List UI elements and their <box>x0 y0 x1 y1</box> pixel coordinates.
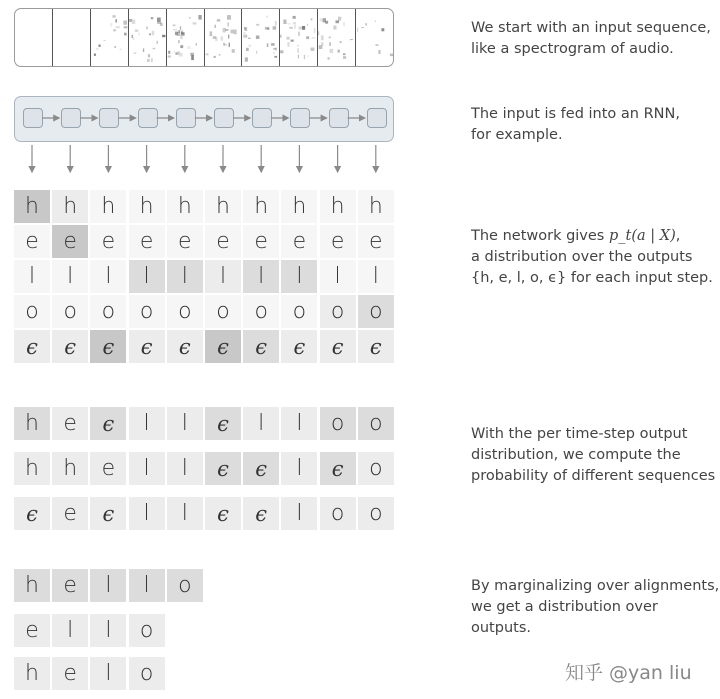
watermark: 知乎 @yan liu <box>565 662 692 684</box>
output-cell: l <box>129 569 165 602</box>
caption-line: By marginalizing over alignments, <box>471 578 720 594</box>
distribution-cell: ϵ <box>90 330 126 363</box>
caption-text: The network gives <box>471 228 609 244</box>
output-cell: l <box>90 614 126 647</box>
distribution-cell: l <box>129 260 165 293</box>
alignment-cell: ϵ <box>205 452 241 485</box>
distribution-cell: e <box>281 225 317 258</box>
caption-line: distribution, we compute the <box>471 447 681 463</box>
distribution-cell: o <box>320 295 356 328</box>
distribution-cell: ϵ <box>14 330 50 363</box>
alignment-cell: e <box>52 497 88 530</box>
caption-distribution <box>471 226 713 289</box>
caption-line: With the per time-step output <box>471 426 688 442</box>
alignment-cell: l <box>281 497 317 530</box>
distribution-cell: e <box>90 225 126 258</box>
output-cell: l <box>90 657 126 690</box>
caption-line: The input is fed into an RNN, <box>471 106 680 122</box>
distribution-cell: h <box>167 190 203 223</box>
caption-line: probability of different sequences <box>471 468 716 484</box>
distribution-cell: o <box>14 295 50 328</box>
alignment-cell: o <box>358 407 394 440</box>
distribution-cell: h <box>90 190 126 223</box>
distribution-cell: o <box>129 295 165 328</box>
distribution-cell: e <box>205 225 241 258</box>
alignment-cell: ϵ <box>243 452 279 485</box>
caption-line: We start with an input sequence, <box>471 20 711 36</box>
caption-line: a distribution over the outputs <box>471 249 693 265</box>
alignment-cell: l <box>281 407 317 440</box>
output-cell: o <box>129 614 165 647</box>
output-cell: h <box>14 657 50 690</box>
distribution-cell: l <box>167 260 203 293</box>
caption-marginalize <box>471 576 720 639</box>
alignment-cell: l <box>167 407 203 440</box>
distribution-cell: h <box>14 190 50 223</box>
alignment-cell: l <box>167 452 203 485</box>
distribution-cell: l <box>90 260 126 293</box>
alignment-cell: l <box>129 407 165 440</box>
alignment-cell: o <box>358 452 394 485</box>
distribution-cell: l <box>243 260 279 293</box>
output-cell: l <box>90 569 126 602</box>
distribution-cell: h <box>52 190 88 223</box>
distribution-cell: l <box>358 260 394 293</box>
distribution-cell: h <box>281 190 317 223</box>
distribution-cell: ϵ <box>52 330 88 363</box>
distribution-cell: ϵ <box>243 330 279 363</box>
distribution-cell: ϵ <box>281 330 317 363</box>
distribution-cell: h <box>358 190 394 223</box>
alignment-cell: l <box>167 497 203 530</box>
distribution-cell: l <box>320 260 356 293</box>
distribution-cell: l <box>281 260 317 293</box>
alignment-cell: ϵ <box>243 497 279 530</box>
caption-rnn <box>471 104 680 146</box>
caption-text: , <box>675 228 681 244</box>
alignment-cell: o <box>320 497 356 530</box>
distribution-cell: o <box>358 295 394 328</box>
distribution-cell: ϵ <box>167 330 203 363</box>
output-cell: e <box>52 569 88 602</box>
distribution-cell: e <box>358 225 394 258</box>
caption-alignments <box>471 424 715 487</box>
distribution-cell: e <box>243 225 279 258</box>
alignment-cell: ϵ <box>90 407 126 440</box>
output-cell: h <box>14 569 50 602</box>
distribution-cell: l <box>14 260 50 293</box>
caption-line: we get a distribution over outputs. <box>471 599 658 636</box>
alignment-cell: o <box>320 407 356 440</box>
alignment-cell: ϵ <box>205 407 241 440</box>
alignment-cell: o <box>358 497 394 530</box>
distribution-cell: ϵ <box>358 330 394 363</box>
output-cell: l <box>52 614 88 647</box>
distribution-cell: e <box>320 225 356 258</box>
distribution-cell: ϵ <box>205 330 241 363</box>
alignment-cell: e <box>90 452 126 485</box>
alignment-cell: e <box>52 407 88 440</box>
alignment-cell: h <box>14 452 50 485</box>
distribution-cell: ϵ <box>129 330 165 363</box>
caption-line: like a spectrogram of audio. <box>471 41 674 57</box>
alignment-cell: h <box>52 452 88 485</box>
distribution-cell: ϵ <box>320 330 356 363</box>
distribution-cell: h <box>320 190 356 223</box>
alignment-cell: l <box>243 407 279 440</box>
caption-line <box>471 226 713 247</box>
math-expression: p_t(a | X) <box>608 228 676 244</box>
distribution-cell: e <box>129 225 165 258</box>
distribution-cell: o <box>205 295 241 328</box>
caption-input <box>471 18 711 60</box>
caption-line: for example. <box>471 127 563 143</box>
alignment-cell: ϵ <box>90 497 126 530</box>
alignment-cell: h <box>14 407 50 440</box>
alignment-cell: l <box>129 452 165 485</box>
alignment-cell: ϵ <box>205 497 241 530</box>
alignment-cell: ϵ <box>14 497 50 530</box>
distribution-cell: o <box>243 295 279 328</box>
output-cell: o <box>167 569 203 602</box>
alignment-cell: l <box>129 497 165 530</box>
distribution-cell: o <box>90 295 126 328</box>
distribution-cell: e <box>52 225 88 258</box>
distribution-cell: l <box>205 260 241 293</box>
alignment-cell: l <box>281 452 317 485</box>
distribution-cell: h <box>205 190 241 223</box>
distribution-cell: o <box>52 295 88 328</box>
distribution-cell: o <box>167 295 203 328</box>
output-cell: o <box>129 657 165 690</box>
output-cell: e <box>52 657 88 690</box>
caption-line: {h, e, l, o, ϵ} for each input step. <box>471 270 713 286</box>
output-cell: e <box>14 614 50 647</box>
distribution-cell: h <box>129 190 165 223</box>
distribution-cell: l <box>52 260 88 293</box>
distribution-cell: e <box>14 225 50 258</box>
distribution-cell: o <box>281 295 317 328</box>
distribution-cell: e <box>167 225 203 258</box>
distribution-cell: h <box>243 190 279 223</box>
alignment-cell: ϵ <box>320 452 356 485</box>
